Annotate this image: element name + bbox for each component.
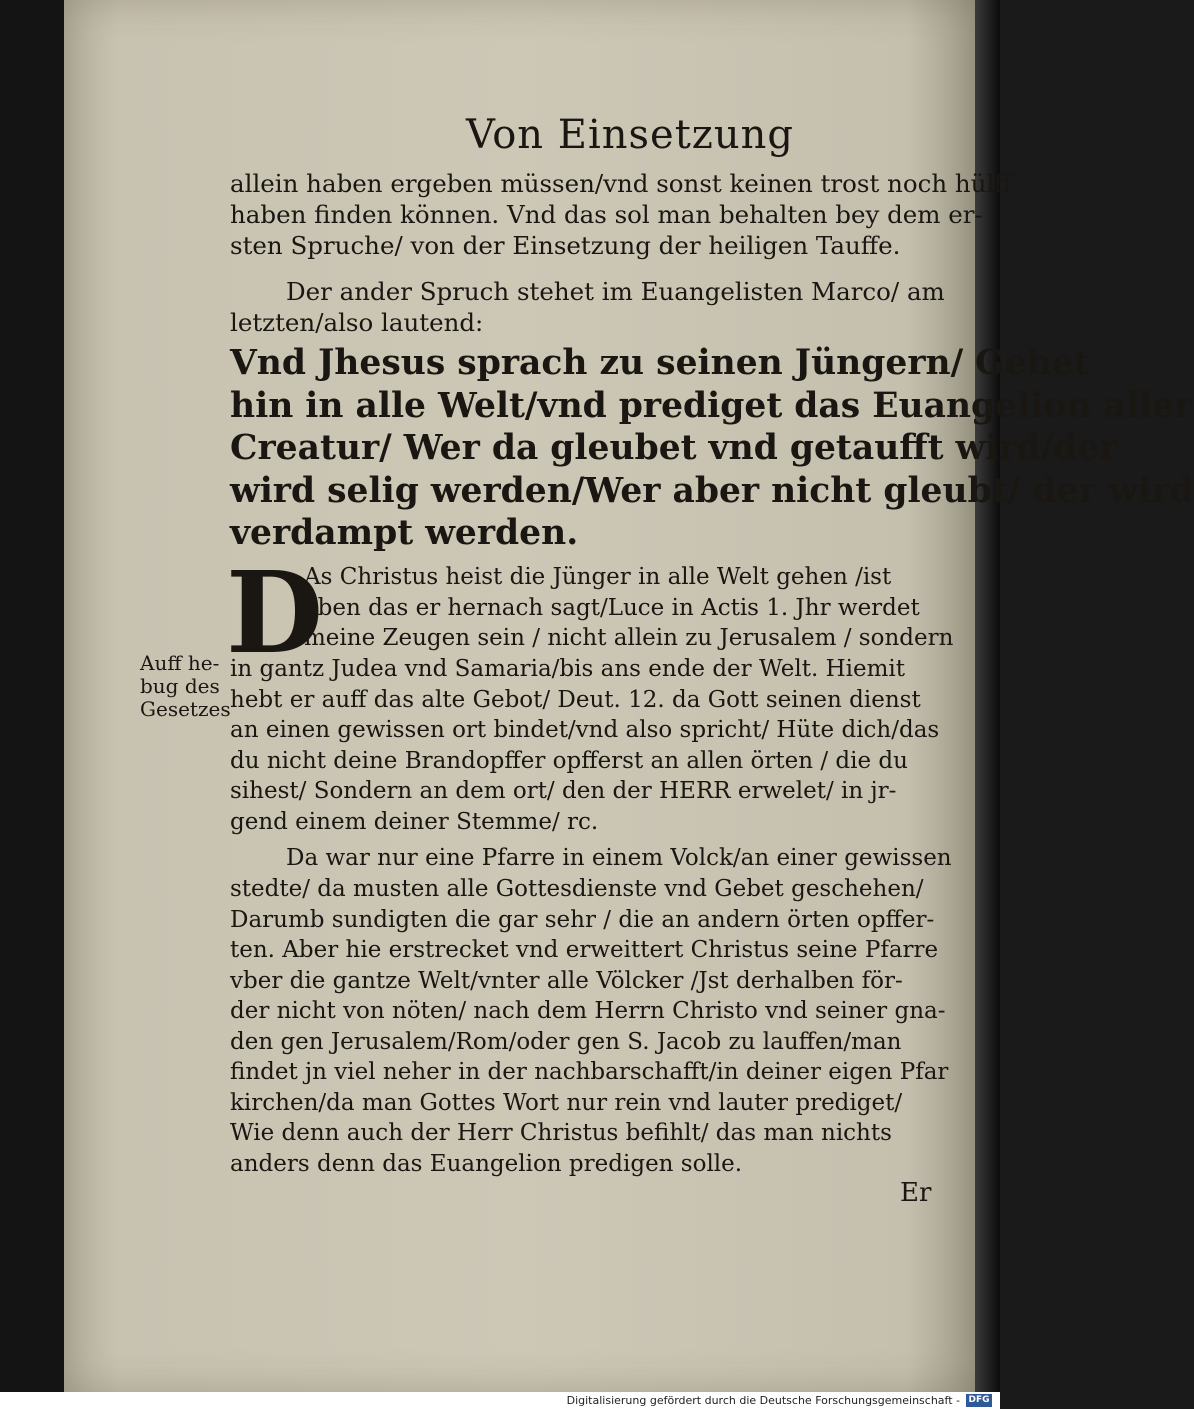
paragraph-1 bbox=[230, 168, 1012, 261]
scripture-quote bbox=[230, 342, 1194, 555]
text-line: der nicht von nöten/ nach dem Herrn Christo vnd seiner gna- bbox=[230, 998, 946, 1024]
marginal-line: bug des bbox=[140, 674, 220, 698]
text-line: findet jn viel neher in der nachbarschafft/in deiner eigen Pfar bbox=[230, 1059, 949, 1085]
text-line: As Christus heist die Jünger in alle Welt gehen /ist bbox=[304, 564, 892, 590]
marginal-line: Auff he- bbox=[140, 651, 220, 675]
text-line: letzten/also lautend: bbox=[230, 308, 484, 337]
quote-line: verdampt werden. bbox=[230, 513, 579, 553]
text-line: eben das er hernach sagt/Luce in Actis 1. Jhr werdet bbox=[304, 594, 920, 621]
text-line: Wie denn auch der Herr Christus befihlt/ das man nichts bbox=[230, 1120, 892, 1146]
text-line: hebt er auff das alte Gebot/ Deut. 12. da Gott seinen dienst bbox=[230, 686, 921, 713]
quote-line: Creatur/ Wer da gleubet vnd getaufft wird/der bbox=[230, 428, 1118, 468]
quote-line: hin in alle Welt/vnd prediget das Euangelion aller bbox=[230, 385, 1193, 426]
running-header: Von Einsetzung bbox=[466, 112, 795, 158]
quote-line: wird selig werden/Wer aber nicht gleubt/ der wird bbox=[230, 470, 1194, 511]
paragraph-3 bbox=[230, 654, 939, 837]
text-line: meine Zeugen sein / nicht allein zu Jerusalem / sondern bbox=[304, 625, 954, 651]
text-line: gend einem deiner Stemme/ rc. bbox=[230, 808, 599, 835]
paragraph-4-first-line: Da war nur eine Pfarre in einem Volck/an einer gewissen bbox=[286, 845, 952, 871]
paragraph-3-indented bbox=[304, 562, 953, 654]
paragraph-2 bbox=[230, 307, 483, 338]
text-line: Darumb sundigten die gar sehr / die an andern örten opffer- bbox=[230, 906, 935, 933]
text-line: haben finden können. Vnd das sol man behalten bey dem er- bbox=[230, 200, 983, 229]
text-line: allein haben ergeben müssen/vnd sonst keinen trost noch hülff bbox=[230, 169, 1012, 198]
drop-cap: D bbox=[226, 548, 324, 679]
text-line: du nicht deine Brandopffer opfferst an allen örten / die du bbox=[230, 747, 908, 774]
paragraph-4 bbox=[230, 874, 948, 1179]
text-line: vber die gantze Welt/vnter alle Völcker /Jst derhalben för- bbox=[230, 967, 903, 994]
text-line: in gantz Judea vnd Samaria/bis ans ende der Welt. Hiemit bbox=[230, 656, 906, 682]
text-line: an einen gewissen ort bindet/vnd also spricht/ Hüte dich/das bbox=[230, 717, 940, 743]
text-line: sten Spruche/ von der Einsetzung der heiligen Tauffe. bbox=[230, 231, 901, 260]
text-line: sihest/ Sondern an dem ort/ den der HERR erwelet/ in jr- bbox=[230, 778, 897, 804]
marginal-note bbox=[140, 652, 231, 721]
quote-line: Vnd Jhesus sprach zu seinen Jüngern/ Gehet bbox=[230, 343, 1090, 383]
dfg-logo-icon: DFG bbox=[966, 1394, 992, 1407]
marginal-line: Gesetzes bbox=[140, 697, 231, 721]
text-line: den gen Jerusalem/Rom/oder gen S. Jacob zu lauffen/man bbox=[230, 1028, 902, 1055]
catchword: Er bbox=[900, 1178, 932, 1208]
footer-credit: Digitalisierung gefördert durch die Deutsche Forschungsgemeinschaft - bbox=[566, 1394, 960, 1407]
paragraph-2-first-line: Der ander Spruch stehet im Euangelisten Marco/ am bbox=[286, 277, 945, 306]
text-line: stedte/ da musten alle Gottesdienste vnd Gebet geschehen/ bbox=[230, 876, 924, 902]
text-line: ten. Aber hie erstrecket vnd erweittert Christus seine Pfarre bbox=[230, 937, 939, 963]
text-line: anders denn das Euangelion predigen solle. bbox=[230, 1150, 743, 1177]
text-line: kirchen/da man Gottes Wort nur rein vnd lauter prediget/ bbox=[230, 1089, 903, 1116]
